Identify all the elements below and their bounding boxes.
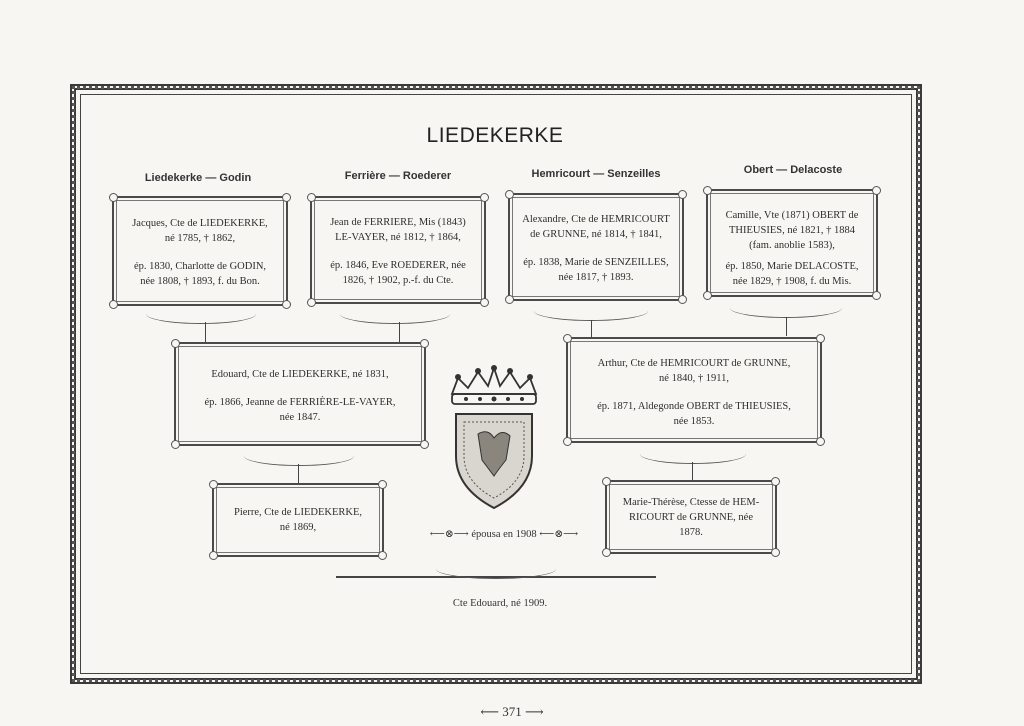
person-line: Marie-Thérèse, Ctesse de HEM- [622,497,760,508]
person-line: née 1847. [279,412,321,423]
connector-line [591,320,592,338]
person-box-arthur [566,337,822,443]
couple-heading-liedekerke-godin: Liedekerke — Godin [144,172,252,184]
marriage-label: ⟵⊗⟶ épousa en 1908 ⟵⊗⟶ [429,529,579,540]
ancestor-line: née 1829, † 1908, f. du Mis. [732,276,852,287]
ancestor-line: née 1808, † 1893, f. du Bon. [140,276,260,287]
person-line: né 1869, [279,522,317,533]
ancestor-line: 1826, † 1902, p.-f. du Cte. [342,275,454,286]
connector-line [692,462,693,480]
ancestor-box-liedekerke [112,196,288,306]
ancestor-line: Camille, Vte (1871) OBERT de [725,210,859,221]
person-box-edouard [174,342,426,446]
couple-heading-ferriere-roederer: Ferrière — Roederer [344,170,452,182]
ancestor-line: Alexandre, Cte de HEMRICOURT [522,214,670,225]
coat-of-arms-icon [444,364,544,512]
person-line: née 1853. [673,416,715,427]
person-line: ép. 1866, Jeanne de FERRIÈRE-LE-VAYER, [204,397,396,408]
person-box-marie-therese [605,480,777,554]
marriage-text: épousa en 1908 [471,529,537,540]
connector-line [205,322,206,342]
ancestor-line: Jacques, Cte de LIEDEKERKE, [132,218,268,229]
person-line: Arthur, Cte de HEMRICOURT de GRUNNE, [597,358,791,369]
ancestor-line: ép. 1850, Marie DELACOSTE, [725,261,859,272]
couple-heading-obert-delacoste: Obert — Delacoste [743,164,843,176]
ancestor-line: Jean de FERRIERE, Mis (1843) [330,217,466,228]
ancestor-box-hemricourt [508,193,684,301]
connector-line [786,317,787,336]
person-line: RICOURT de GRUNNE, née [629,512,753,523]
person-line: Edouard, Cte de LIEDEKERKE, né 1831, [211,369,389,380]
ancestor-box-ferriere [310,196,486,304]
person-line: ép. 1871, Aldegonde OBERT de THIEUSIES, [597,401,791,412]
connector-line [399,322,400,342]
page-number-value: 371 [502,704,522,719]
person-line: 1878. [679,527,703,538]
couple-heading-hemricourt-senzeilles: Hemricourt — Senzeilles [531,168,661,180]
person-line: Pierre, Cte de LIEDEKERKE, [233,507,362,518]
page-title: LIEDEKERKE [426,124,564,147]
ancestor-line: ép. 1846, Eve ROEDERER, née [330,260,466,271]
ancestor-line: LE-VAYER, né 1812, † 1864, [335,232,461,243]
person-line: né 1840, † 1911, [659,373,729,384]
ancestor-line: (fam. anoblie 1583), [749,240,835,251]
ancestor-line: ép. 1830, Charlotte de GODIN, [133,261,267,272]
child-label: Cte Edouard, né 1909. [452,598,548,609]
person-box-pierre [212,483,384,557]
ancestor-line: de GRUNNE, né 1814, † 1841, [530,229,662,240]
connector-line [298,464,299,484]
page-number: ⟵ 371 ⟶ [480,704,544,719]
ancestor-line: THIEUSIES, né 1821, † 1884 [729,225,855,236]
ancestor-line: née 1817, † 1893. [558,272,634,283]
ancestor-box-obert [706,189,878,297]
ancestor-line: ép. 1838, Marie de SENZEILLES, [523,257,669,268]
ancestor-line: né 1785, † 1862, [164,233,236,244]
